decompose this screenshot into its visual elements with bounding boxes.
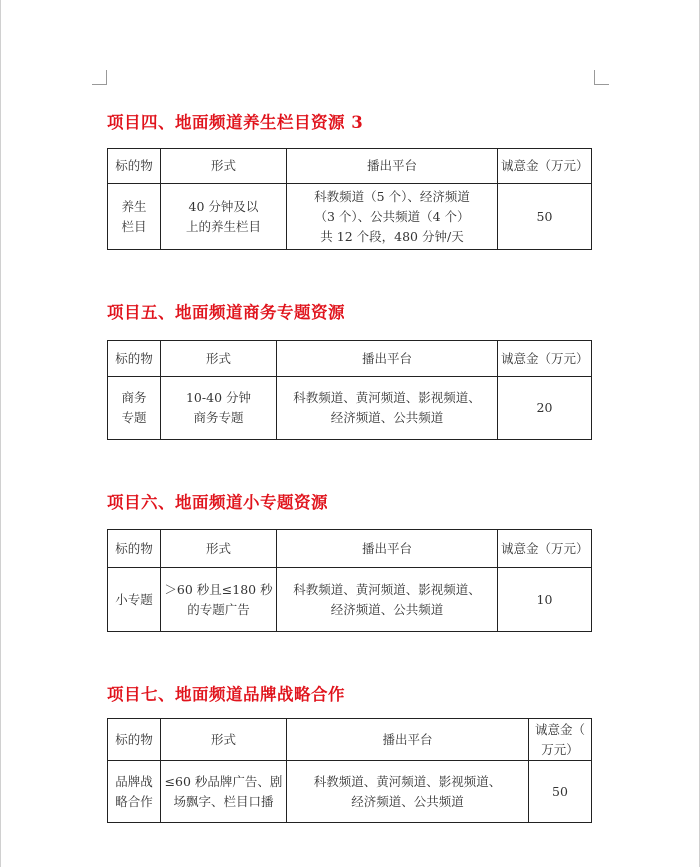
page-edge-left [0,0,1,867]
table-row [108,377,592,440]
resource-table [107,148,592,250]
resource-table [107,529,592,632]
section-heading: 项目六、地面频道小专题资源 [107,493,328,512]
project-section-6 [107,492,591,632]
header-deposit: 诚意金（万元） [498,149,592,184]
header-form: 形式 [161,719,287,761]
cell-platform: 科教频道、黄河频道、影视频道、 经济频道、公共频道 [287,761,529,823]
cell-deposit: 50 [498,184,592,250]
section-heading: 项目四、地面频道养生栏目资源 3 [107,113,364,132]
cell-subject: 商务 专题 [108,377,161,440]
resource-table [107,340,592,440]
resource-table [107,718,592,823]
header-form: 形式 [161,341,277,377]
header-platform: 播出平台 [277,530,498,568]
cell-platform: 科教频道、黄河频道、影视频道、 经济频道、公共频道 [277,568,498,632]
margin-corner-mark-right [594,70,609,85]
cell-deposit: 20 [498,377,592,440]
header-subject: 标的物 [108,530,161,568]
header-subject: 标的物 [108,149,161,184]
cell-form: ＞60 秒且≤180 秒 的专题广告 [161,568,277,632]
cell-platform: 科教频道、黄河频道、影视频道、 经济频道、公共频道 [277,377,498,440]
project-section-5 [107,302,591,440]
header-subject: 标的物 [108,341,161,377]
cell-platform: 科教频道（5 个）、经济频道 （3 个）、公共频道（4 个） 共 12 个段，480 分钟/天 [287,184,498,250]
table-header-row [108,719,592,761]
header-deposit: 诚意金（万元） [498,341,592,377]
header-platform: 播出平台 [287,149,498,184]
table-row [108,568,592,632]
header-platform: 播出平台 [277,341,498,377]
project-section-4 [107,112,591,250]
table-row [108,761,592,823]
section-heading: 项目五、地面频道商务专题资源 [107,303,345,322]
section-heading: 项目七、地面频道品牌战略合作 [107,685,345,704]
header-form: 形式 [161,149,287,184]
cell-form: ≤60 秒品牌广告、剧 场飘字、栏目口播 [161,761,287,823]
cell-deposit: 10 [498,568,592,632]
cell-form: 40 分钟及以 上的养生栏目 [161,184,287,250]
table-header-row [108,530,592,568]
header-deposit: 诚意金（ 万元） [529,719,592,761]
margin-corner-mark-left [92,70,107,85]
table-header-row [108,341,592,377]
project-section-7 [107,684,591,823]
header-deposit: 诚意金（万元） [498,530,592,568]
table-header-row [108,149,592,184]
cell-form: 10-40 分钟 商务专题 [161,377,277,440]
cell-subject: 养生 栏目 [108,184,161,250]
header-subject: 标的物 [108,719,161,761]
header-platform: 播出平台 [287,719,529,761]
cell-subject: 小专题 [108,568,161,632]
header-form: 形式 [161,530,277,568]
cell-subject: 品牌战 略合作 [108,761,161,823]
cell-deposit: 50 [529,761,592,823]
table-row [108,184,592,250]
